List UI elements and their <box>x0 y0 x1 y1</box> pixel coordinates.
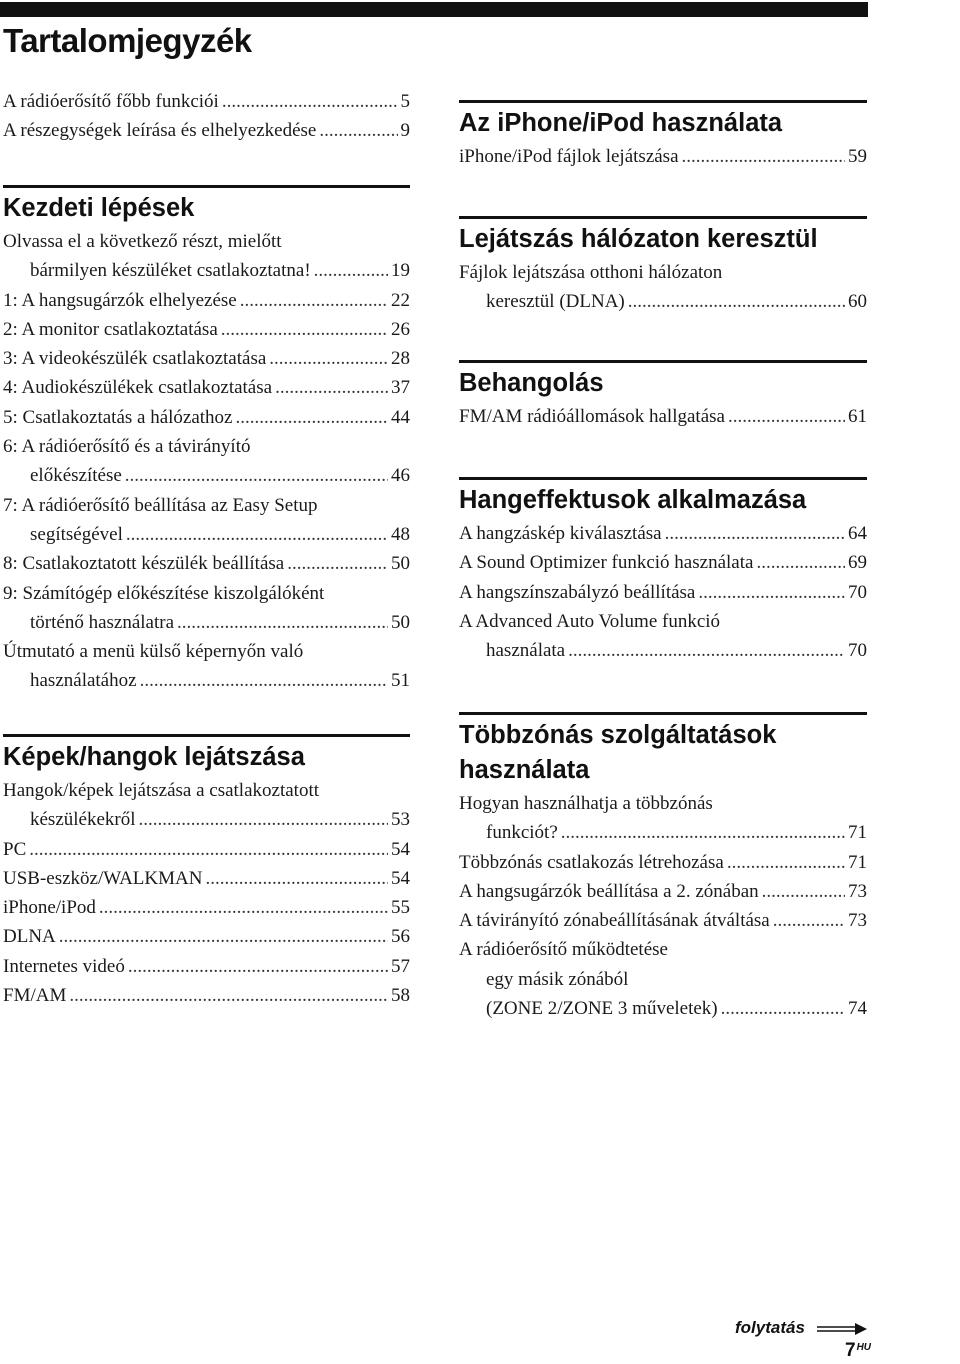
toc-entries <box>3 227 410 696</box>
leader-dots <box>221 315 388 344</box>
section-hangeffektus <box>459 477 867 665</box>
section-title: Többzónás szolgáltatások használata <box>459 721 777 784</box>
toc-entry[interactable] <box>459 906 867 935</box>
toc-entry-text: történő használatra <box>30 611 175 633</box>
toc-entry[interactable] <box>3 87 410 116</box>
toc-entry-text: 9: Számítógép előkészítése kiszolgálóként <box>3 582 325 604</box>
toc-entry[interactable] <box>3 637 410 696</box>
continued-label: folytatás <box>735 1318 805 1337</box>
toc-entries <box>459 789 867 1023</box>
toc-entry[interactable] <box>3 491 410 550</box>
leader-dots <box>728 402 845 431</box>
toc-entry[interactable] <box>3 981 410 1010</box>
section-title: Kezdeti lépések <box>3 194 195 222</box>
leader-dots <box>727 848 845 877</box>
toc-page-number: 28 <box>391 348 410 370</box>
toc-entry-line <box>3 864 410 893</box>
section-title: Képek/hangok lejátszása <box>3 743 305 771</box>
toc-entry-text: keresztül (DLNA) <box>486 291 625 313</box>
toc-page-number: 48 <box>391 523 410 545</box>
leader-dots <box>177 608 388 637</box>
leader-dots <box>665 519 845 548</box>
leader-dots <box>568 636 845 665</box>
toc-entry-line <box>459 287 867 316</box>
section-kepek-hangok <box>3 734 410 1010</box>
toc-entry-text: A Advanced Auto Volume funkció <box>459 610 721 632</box>
toc-entry-text: 6: A rádióerősítő és a távirányító <box>3 436 251 458</box>
toc-page-number: 44 <box>391 406 410 428</box>
toc-entry-text: funkciót? <box>486 822 558 844</box>
toc-intro <box>3 87 410 146</box>
toc-entry-text: A hangzáskép kiválasztása <box>459 523 662 544</box>
leader-dots <box>69 981 388 1010</box>
leader-dots <box>773 906 845 935</box>
toc-entry-line <box>3 87 410 116</box>
leader-dots <box>59 922 388 951</box>
toc-entry-line <box>3 805 410 834</box>
toc-entry[interactable] <box>459 578 867 607</box>
leader-dots <box>125 461 388 490</box>
toc-entry-text: iPhone/iPod fájlok lejátszása <box>459 146 679 167</box>
toc-entry-line <box>3 461 410 490</box>
leader-dots <box>140 666 388 695</box>
toc-entry[interactable] <box>3 373 410 402</box>
toc-entries <box>459 402 867 431</box>
toc-entry-line <box>3 549 410 578</box>
toc-entry-text: USB-eszköz/WALKMAN <box>3 867 203 889</box>
toc-entry-text: bármilyen készüléket csatlakoztatna! <box>30 260 311 282</box>
toc-page-number: 61 <box>848 406 867 427</box>
toc-entries <box>459 258 867 317</box>
page-title: Tartalomjegyzék <box>3 22 252 59</box>
leader-dots <box>205 864 388 893</box>
toc-entry-line <box>459 607 867 636</box>
toc-entry[interactable] <box>3 286 410 315</box>
toc-page-number: 9 <box>400 120 410 142</box>
leader-dots <box>128 952 388 981</box>
toc-entry-text: A rádióerősítő főbb funkciói <box>3 91 219 112</box>
toc-entry-line <box>3 432 410 461</box>
toc-page-number: 19 <box>391 260 410 282</box>
toc-entry-line <box>459 402 867 431</box>
leader-dots <box>698 578 845 607</box>
toc-entry-line <box>459 258 867 287</box>
toc-page-number: 74 <box>848 998 867 1020</box>
toc-entry[interactable] <box>3 432 410 491</box>
section-kezdeti-lepesek <box>3 185 410 696</box>
toc-page-number: 54 <box>391 838 410 860</box>
toc-entry[interactable] <box>459 142 867 171</box>
toc-page-number: 51 <box>391 670 410 692</box>
toc-entry[interactable] <box>3 776 410 835</box>
toc-entries <box>3 776 410 1010</box>
section-behangolas <box>459 360 867 431</box>
leader-dots <box>721 994 845 1023</box>
toc-entry[interactable] <box>459 607 867 666</box>
toc-page-number: 59 <box>848 146 867 167</box>
toc-entry-line <box>459 578 867 607</box>
continued-arrow-icon <box>817 1322 867 1336</box>
toc-entry[interactable] <box>3 835 410 864</box>
toc-entry-line <box>3 491 410 520</box>
toc-entry-text: 7: A rádióerősítő beállítása az Easy Setup <box>3 494 318 516</box>
toc-entry[interactable] <box>459 877 867 906</box>
toc-entry-text: Hangok/képek lejátszása a csatlakoztatott <box>3 780 320 801</box>
leader-dots <box>319 116 397 145</box>
leader-dots <box>222 87 398 116</box>
toc-entry-text: PC <box>3 838 27 860</box>
toc-entry-text: A Sound Optimizer funkció használata <box>459 552 754 574</box>
section-title: Hangeffektusok alkalmazása <box>459 486 807 514</box>
toc-entry-line <box>459 548 867 577</box>
section-tobbzonas <box>459 712 867 1023</box>
toc-entry-line <box>3 776 410 805</box>
toc-entry-text: A rádióerősítő működtetése <box>459 939 668 961</box>
toc-entry-text: Fájlok lejátszása otthoni hálózaton <box>459 262 723 283</box>
leader-dots <box>275 373 388 402</box>
toc-entry-line <box>3 893 410 922</box>
toc-page-number: 50 <box>391 611 410 633</box>
toc-entry[interactable] <box>3 549 410 578</box>
toc-page-number: 60 <box>848 291 867 313</box>
toc-entry-line <box>3 373 410 402</box>
toc-page-number: 57 <box>391 955 410 977</box>
leader-dots <box>756 548 845 577</box>
section-title: Az iPhone/iPod használata <box>459 109 783 137</box>
toc-entry-text: iPhone/iPod <box>3 897 96 919</box>
page-number-value: 7 <box>845 1340 856 1361</box>
toc-entry-line <box>3 666 410 695</box>
section-title: Behangolás <box>459 369 604 397</box>
page-number <box>845 1340 871 1362</box>
toc-entry-text: FM/AM <box>3 985 67 1007</box>
toc-entry-line <box>3 981 410 1010</box>
leader-dots <box>126 520 388 549</box>
toc-entry-line <box>459 848 867 877</box>
toc-page-number: 22 <box>391 289 410 311</box>
toc-entry-text: használata <box>486 640 566 662</box>
toc-entry[interactable] <box>459 848 867 877</box>
toc-entry-line <box>459 818 867 847</box>
leader-dots <box>240 286 388 315</box>
toc-page-number: 69 <box>848 552 867 574</box>
toc-page-number: 64 <box>848 523 867 544</box>
toc-page-number: 70 <box>848 581 867 603</box>
toc-entry-text: használatához <box>30 670 137 692</box>
toc-entry-line <box>3 952 410 981</box>
toc-entry-text: FM/AM rádióállomások hallgatása <box>459 406 725 427</box>
toc-entry-text: 5: Csatlakoztatás a hálózathoz <box>3 406 233 428</box>
toc-entry-text: készülékekről <box>30 809 136 831</box>
leader-dots <box>236 403 389 432</box>
leader-dots <box>287 549 388 578</box>
toc-page-number: 46 <box>391 465 410 487</box>
toc-entry-text: Többzónás csatlakozás létrehozása <box>459 851 724 873</box>
toc-entry[interactable] <box>459 402 867 431</box>
toc-entry-line <box>3 116 410 145</box>
toc-entry-text: Útmutató a menü külső képernyőn való <box>3 641 304 663</box>
toc-page-number: 54 <box>391 867 410 889</box>
toc-entry[interactable] <box>3 864 410 893</box>
toc-entry-text: 1: A hangsugárzók elhelyezése <box>3 289 237 311</box>
toc-entry-line <box>3 579 410 608</box>
section-title: Lejátszás hálózaton keresztül <box>459 225 818 253</box>
leader-dots <box>682 142 845 171</box>
toc-entry-text: segítségével <box>30 523 123 545</box>
toc-entry[interactable] <box>459 519 867 548</box>
toc-page-number: 26 <box>391 318 410 340</box>
toc-entry-line <box>3 637 410 666</box>
toc-entry-line <box>459 789 867 818</box>
toc-entry-line <box>3 403 410 432</box>
toc-page-number: 71 <box>848 851 867 873</box>
toc-entry-line <box>459 935 867 964</box>
toc-entry-line <box>459 906 867 935</box>
toc-entry[interactable] <box>3 893 410 922</box>
toc-page-number: 55 <box>391 897 410 919</box>
toc-entry-line <box>3 315 410 344</box>
toc-entries <box>459 519 867 665</box>
toc-page-number: 50 <box>391 553 410 575</box>
toc-entry[interactable] <box>3 922 410 951</box>
toc-entry-line <box>3 520 410 549</box>
toc-entry-text: A hangsugárzók beállítása a 2. zónában <box>459 880 759 902</box>
toc-entry-line <box>3 608 410 637</box>
leader-dots <box>99 893 388 922</box>
toc-entry-line <box>3 286 410 315</box>
toc-entry-line <box>3 835 410 864</box>
toc-entry-line <box>3 256 410 285</box>
toc-entry-text: (ZONE 2/ZONE 3 műveletek) <box>486 998 718 1020</box>
toc-page-number: 37 <box>391 377 410 399</box>
toc-entry-text: előkészítése <box>30 465 122 487</box>
leader-dots <box>29 835 388 864</box>
toc-entry-text: 4: Audiokészülékek csatlakoztatása <box>3 377 273 399</box>
toc-entry-text: Internetes videó <box>3 955 125 977</box>
toc-entry[interactable] <box>3 227 410 286</box>
toc-entry-line <box>459 636 867 665</box>
toc-entry-text: DLNA <box>3 926 56 948</box>
section-iphone-ipod <box>459 100 867 171</box>
toc-entry-text: 2: A monitor csatlakoztatása <box>3 318 218 340</box>
toc-entry-line <box>3 922 410 951</box>
leader-dots <box>139 805 388 834</box>
toc-page-number: 58 <box>391 985 410 1007</box>
toc-entry[interactable] <box>3 403 410 432</box>
toc-entry[interactable] <box>3 116 410 145</box>
toc-page-number: 56 <box>391 926 410 948</box>
toc-entry-text: Hogyan használhatja a többzónás <box>459 793 713 814</box>
toc-entry[interactable] <box>3 579 410 638</box>
toc-entry-text: egy másik zónából <box>486 968 629 990</box>
toc-entry[interactable] <box>459 258 867 317</box>
leader-dots <box>762 877 845 906</box>
toc-entry-text: A hangszínszabályzó beállítása <box>459 581 696 603</box>
toc-page-number: 53 <box>391 809 410 831</box>
toc-entry-line <box>459 965 867 994</box>
toc-page-number: 73 <box>848 880 867 902</box>
toc-entry-line <box>3 227 410 256</box>
toc-page-number: 5 <box>400 91 410 112</box>
language-code: HU <box>856 1342 872 1353</box>
leader-dots <box>314 256 388 285</box>
toc-entry[interactable] <box>459 789 867 848</box>
leader-dots <box>628 287 845 316</box>
toc-entries <box>3 87 410 146</box>
toc-entry[interactable] <box>3 344 410 373</box>
toc-entry-text: A részegységek leírása és elhelyezkedése <box>3 120 317 142</box>
leader-dots <box>561 818 845 847</box>
toc-entry[interactable] <box>3 315 410 344</box>
toc-entries <box>459 142 867 171</box>
toc-entry-text: 3: A videokészülék csatlakoztatása <box>3 348 267 370</box>
toc-entry-line <box>3 344 410 373</box>
toc-entry[interactable] <box>3 952 410 981</box>
leader-dots <box>269 344 388 373</box>
toc-entry-text: Olvassa el a következő részt, mielőtt <box>3 231 282 252</box>
toc-entry-text: A távirányító zónabeállításának átváltása <box>459 910 770 932</box>
toc-page-number: 71 <box>848 822 867 844</box>
toc-entry[interactable] <box>459 935 867 1023</box>
toc-page-number: 73 <box>848 910 867 932</box>
section-halozat <box>459 216 867 317</box>
toc-entry-line <box>459 519 867 548</box>
toc-entry-line <box>459 142 867 171</box>
toc-entry-text: 8: Csatlakoztatott készülék beállítása <box>3 553 285 575</box>
toc-page-number: 70 <box>848 640 867 662</box>
toc-entry-line <box>459 994 867 1023</box>
toc-entry-line <box>459 877 867 906</box>
toc-entry[interactable] <box>459 548 867 577</box>
top-bar <box>0 2 868 17</box>
